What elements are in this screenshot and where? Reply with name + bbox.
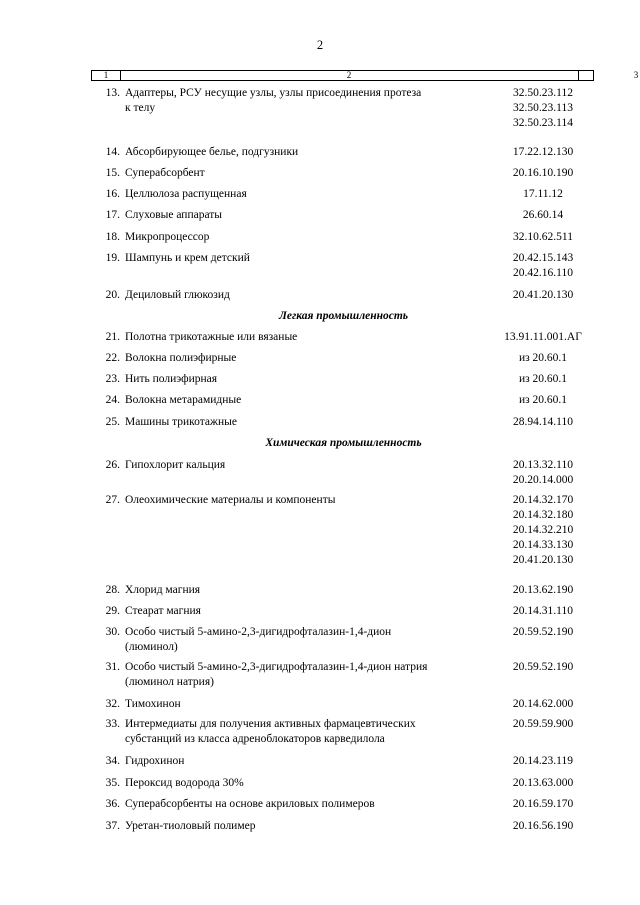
okpd-code: 20.16.59.170 xyxy=(512,798,574,810)
row-codes xyxy=(493,493,593,568)
row-codes xyxy=(493,625,593,640)
row-number: 14. xyxy=(105,146,120,158)
row-number: 24. xyxy=(105,394,120,406)
row-number: 23. xyxy=(105,373,120,385)
row-number: 34. xyxy=(105,755,120,767)
row-name: Адаптеры, РСУ несущие узлы, узлы присоединения протеза к телу xyxy=(125,87,422,114)
row-number: 22. xyxy=(105,352,120,364)
row-codes xyxy=(493,351,593,366)
row-name: Пероксид водорода 30% xyxy=(125,777,244,789)
row-codes xyxy=(493,372,593,387)
row-number: 33. xyxy=(105,718,120,730)
okpd-code: 20.14.62.000 xyxy=(512,698,574,710)
row-name: Особо чистый 5-амино-2,3-дигидрофталазин-1,4-дион натрия (люминол натрия) xyxy=(125,661,428,688)
okpd-code: 20.13.63.000 xyxy=(512,777,574,789)
header-col-1: 1 xyxy=(92,71,121,80)
okpd-code: 17.11.12 xyxy=(523,188,563,200)
row-number: 31. xyxy=(105,661,120,673)
row-name: Абсорбирующее белье, подгузники xyxy=(125,146,299,158)
row-name: Гидрохинон xyxy=(125,755,185,767)
row-name: Машины трикотажные xyxy=(125,416,237,428)
row-name: Тимохинон xyxy=(125,698,181,710)
row-name: Суперабсорбенты на основе акриловых полимеров xyxy=(125,798,375,810)
row-codes xyxy=(493,230,593,245)
row-name: Гипохлорит кальция xyxy=(125,459,226,471)
okpd-code: 20.14.32.170 xyxy=(512,494,574,506)
row-name: Шампунь и крем детский xyxy=(125,252,250,264)
okpd-code: 20.59.59.900 xyxy=(512,718,574,730)
row-number: 26. xyxy=(105,459,120,471)
row-name: Интермедиаты для получения активных фармацевтических субстанций из класса адреноблокаторов карведилола xyxy=(125,718,416,745)
okpd-code: 20.16.10.190 xyxy=(512,167,574,179)
row-codes xyxy=(493,86,593,131)
header-col-2: 2 xyxy=(120,71,579,80)
okpd-code: 20.20.14.000 xyxy=(512,474,574,486)
okpd-code: 20.14.33.130 xyxy=(512,539,574,551)
okpd-code: 20.16.56.190 xyxy=(512,820,574,832)
row-codes xyxy=(493,604,593,619)
row-codes xyxy=(493,415,593,430)
row-number: 21. xyxy=(105,331,120,343)
okpd-code: 20.14.32.180 xyxy=(512,509,574,521)
row-codes xyxy=(493,819,593,834)
row-codes xyxy=(493,251,593,281)
row-number: 28. xyxy=(105,584,120,596)
okpd-code: 20.14.32.210 xyxy=(512,524,574,536)
okpd-code: 20.41.20.130 xyxy=(512,289,574,301)
row-codes xyxy=(493,754,593,769)
row-codes xyxy=(493,145,593,160)
header-col-3: 3 xyxy=(633,70,639,80)
row-name: Суперабсорбент xyxy=(125,167,205,179)
okpd-code: 20.59.52.190 xyxy=(512,661,574,673)
row-name: Олеохимические материалы и компоненты xyxy=(125,494,336,506)
okpd-code: 13.91.11.001.АГ xyxy=(504,331,582,343)
okpd-code: 32.50.23.112 xyxy=(513,87,573,99)
okpd-code: 20.13.32.110 xyxy=(513,459,573,471)
row-name: Слуховые аппараты xyxy=(125,209,223,221)
row-codes xyxy=(493,393,593,408)
row-number: 29. xyxy=(105,605,120,617)
row-codes xyxy=(493,797,593,812)
row-number: 30. xyxy=(105,626,120,638)
row-number: 18. xyxy=(105,231,120,243)
okpd-code: 17.22.12.130 xyxy=(512,146,574,158)
row-codes xyxy=(493,660,593,675)
row-number: 13. xyxy=(105,87,120,99)
row-codes xyxy=(493,458,593,488)
row-number: 32. xyxy=(105,698,120,710)
row-number: 16. xyxy=(105,188,120,200)
row-name: Полотна трикотажные или вязаные xyxy=(125,331,298,343)
okpd-code: из 20.60.1 xyxy=(518,352,568,364)
row-codes xyxy=(493,166,593,181)
okpd-code: 20.59.52.190 xyxy=(512,626,574,638)
section-heading: Химическая промышленность xyxy=(265,437,422,449)
okpd-code: из 20.60.1 xyxy=(518,394,568,406)
row-codes xyxy=(493,187,593,202)
row-number: 17. xyxy=(105,209,120,221)
row-codes xyxy=(493,288,593,303)
row-number: 15. xyxy=(105,167,120,179)
row-name: Стеарат магния xyxy=(125,605,201,617)
okpd-code: 20.13.62.190 xyxy=(512,584,574,596)
row-number: 25. xyxy=(105,416,120,428)
page-number: 2 xyxy=(316,38,324,52)
row-codes xyxy=(493,717,593,732)
row-name: Волокна метарамидные xyxy=(125,394,242,406)
row-name: Микропроцессор xyxy=(125,231,210,243)
okpd-code: 20.42.15.143 xyxy=(512,252,574,264)
okpd-code: 20.41.20.130 xyxy=(512,554,574,566)
row-name: Целлюлоза распущенная xyxy=(125,188,247,200)
okpd-code: 26.60.14 xyxy=(522,209,564,221)
section-heading: Легкая промышленность xyxy=(278,310,409,322)
row-number: 37. xyxy=(105,820,120,832)
okpd-code: 20.14.31.110 xyxy=(513,605,573,617)
row-number: 27. xyxy=(105,494,120,506)
row-name: Особо чистый 5-амино-2,3-дигидрофталазин-1,4-дион (люминол) xyxy=(125,626,392,653)
row-codes xyxy=(493,697,593,712)
okpd-code: 32.50.23.114 xyxy=(513,117,573,129)
okpd-code: 28.94.14.110 xyxy=(513,416,573,428)
row-name: Хлорид магния xyxy=(125,584,201,596)
okpd-code: 20.14.23.119 xyxy=(513,755,573,767)
okpd-code: 32.10.62.511 xyxy=(513,231,573,243)
row-number: 20. xyxy=(105,289,120,301)
row-number: 19. xyxy=(105,252,120,264)
okpd-code: из 20.60.1 xyxy=(518,373,568,385)
row-number: 36. xyxy=(105,798,120,810)
okpd-code: 32.50.23.113 xyxy=(513,102,573,114)
row-name: Волокна полиэфирные xyxy=(125,352,237,364)
row-name: Нить полиэфирная xyxy=(125,373,218,385)
row-codes xyxy=(493,776,593,791)
row-number: 35. xyxy=(105,777,120,789)
row-codes xyxy=(493,330,593,345)
row-name: Дециловый глюкозид xyxy=(125,289,230,301)
row-name: Уретан-тиоловый полимер xyxy=(125,820,256,832)
row-codes xyxy=(493,583,593,598)
row-codes xyxy=(493,208,593,223)
okpd-code: 20.42.16.110 xyxy=(513,267,573,279)
